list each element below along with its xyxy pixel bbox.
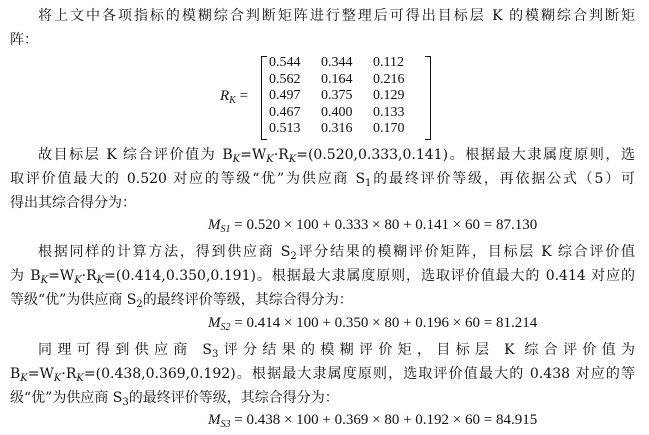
- para3-line1: 根据同样的计算方法，得到供应商 $S_2$评分结果的模糊评价矩阵，目标层 K 综合评价值: [38, 244, 635, 262]
- matrix-cell: 0.400: [321, 104, 353, 120]
- para2-line1: 故目标层 K 综合评价值为 $B_K=W_K\cdot R_K=(0.520,0.333,0.141)$。根据最大隶属度原则，选: [38, 147, 635, 165]
- matrix-cell: 0.216: [373, 71, 405, 87]
- para1-line1: 将上文中各项指标的模糊综合判断矩阵进行整理后可得出目标层 K 的模糊综合判断矩: [38, 8, 635, 24]
- para3-line3: 等级“优”为供应商 $S_2$的最终评价等级，其综合得分为：: [10, 292, 353, 310]
- para4-line2: $B_K=W_K\cdot R_K=(0.438,0.369,0.192)$。根据最大隶属度原则，选取评价值最大的 0.438 对应的等: [10, 366, 635, 384]
- matrix-right-bracket: [425, 56, 431, 140]
- equation-ms1: $M_{S1} = 0.520 \times 100 + 0.333 \times 80 + 0.141 \times 60 = 87.130$: [208, 217, 538, 235]
- matrix-label: $R_K$ =: [220, 88, 249, 106]
- matrix-cell: 0.467: [269, 104, 301, 120]
- matrix-cell: 0.112: [373, 55, 404, 70]
- matrix-cell: 0.170: [373, 121, 405, 136]
- matrix-cell: 0.544: [269, 55, 301, 70]
- para2-line2: 取评价值最大的 0.520 对应的等级“优”为供应商 $S_1$的最终评价等级，再依据公式（5）可: [10, 171, 636, 189]
- matrix-cell: 0.375: [321, 88, 353, 103]
- matrix-cell: 0.164: [321, 71, 353, 87]
- matrix-grid: [269, 55, 425, 138]
- para2-line3: 得出其综合得分为：: [10, 195, 136, 211]
- equation-ms2: $M_{S2} = 0.414 \times 100 + 0.350 \times 80 + 0.196 \times 60 = 81.214$: [208, 315, 538, 333]
- matrix-left-bracket: [261, 56, 267, 140]
- matrix-cell: 0.513: [269, 121, 301, 136]
- para1-line2: 阵：: [10, 32, 38, 48]
- matrix-cell: 0.316: [321, 121, 353, 136]
- matrix-cell: 0.133: [373, 104, 405, 120]
- para4-line3: 级“优”为供应商 $S_3$的最终评价等级，其综合得分为：: [10, 390, 339, 408]
- equation-ms3: $M_{S3} = 0.438 \times 100 + 0.369 \times 80 + 0.192 \times 60 = 84.915$: [208, 412, 538, 430]
- matrix-cell: 0.129: [373, 88, 405, 103]
- matrix-cell: 0.562: [269, 71, 301, 87]
- matrix-cell: 0.497: [269, 88, 301, 103]
- para3-line2: 为 $B_K=W_K\cdot R_K=(0.414,0.350,0.191)$。根据最大隶属度原则，选取评价值最大的 0.414 对应的: [10, 268, 635, 286]
- para4-line1: 同理可得到供应商 $S_3$评分结果的模糊评价矩，目标层 K 综合评价值为: [38, 342, 636, 360]
- matrix-cell: 0.344: [321, 55, 353, 70]
